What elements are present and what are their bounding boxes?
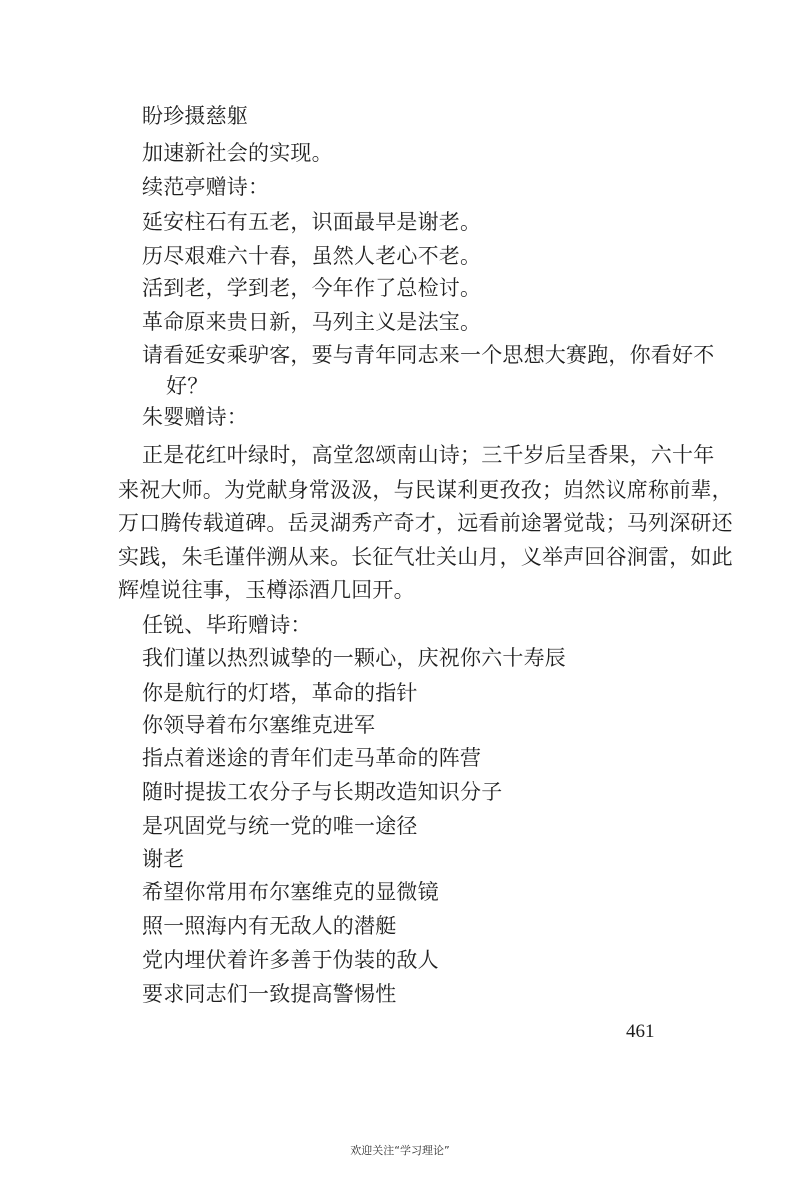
text-line: 要求同志们一致提高警惕性 <box>142 982 397 1006</box>
text-line: 活到老，学到老，今年作了总检讨。 <box>142 276 482 300</box>
page-number: 461 <box>626 1021 655 1042</box>
footer-note: 欢迎关注“学习理论” <box>350 1144 450 1157</box>
text-line: 延安柱石有五老，识面最早是谢老。 <box>142 210 482 234</box>
text-line: 任锐、毕珩赠诗： <box>142 613 312 637</box>
text-line: 万口腾传载道碑。岳灵湖秀产奇才，远看前途署觉哉；马列深研还 <box>118 511 733 535</box>
text-line: 随时提拔工农分子与长期改造知识分子 <box>142 780 503 804</box>
text-line: 加速新社会的实现。 <box>142 141 333 165</box>
text-line: 正是花红叶绿时，高堂忽颂南山诗；三千岁后呈香果，六十年 <box>142 443 715 467</box>
text-line: 党内埋伏着许多善于伪装的敌人 <box>142 948 439 972</box>
text-line: 请看延安乘驴客，要与青年同志来一个思想大赛跑，你看好不 <box>142 343 715 367</box>
text-line: 谢老 <box>142 847 185 871</box>
text-line: 革命原来贵日新，马列主义是法宝。 <box>142 310 482 334</box>
text-line: 我们谨以热烈诚挚的一颗心，庆祝你六十寿辰 <box>142 646 566 670</box>
text-line: 照一照海内有无敌人的潜艇 <box>142 914 397 938</box>
text-line: 实践，朱毛谨伴溯从来。长征气壮关山月，义举声回谷涧雷，如此 <box>118 545 733 569</box>
text-line: 续范亭赠诗： <box>142 175 270 199</box>
text-line: 盼珍摄慈躯 <box>142 104 248 128</box>
text-line: 你是航行的灯塔，革命的指针 <box>142 681 418 705</box>
text-line: 指点着迷途的青年们走马革命的阵营 <box>142 746 482 770</box>
text-line: 历尽艰难六十春，虽然人老心不老。 <box>142 244 482 268</box>
text-line: 朱婴赠诗： <box>142 405 248 429</box>
text-line: 好？ <box>166 374 209 398</box>
text-line: 辉煌说往事，玉樽添酒几回开。 <box>118 578 415 602</box>
text-line: 来祝大师。为党献身常汲汲，与民谋利更孜孜；岿然议席称前辈， <box>118 478 733 502</box>
text-line: 你领导着布尔塞维克进军 <box>142 713 376 737</box>
text-line: 希望你常用布尔塞维克的显微镜 <box>142 880 439 904</box>
text-line: 是巩固党与统一党的唯一途径 <box>142 814 418 838</box>
